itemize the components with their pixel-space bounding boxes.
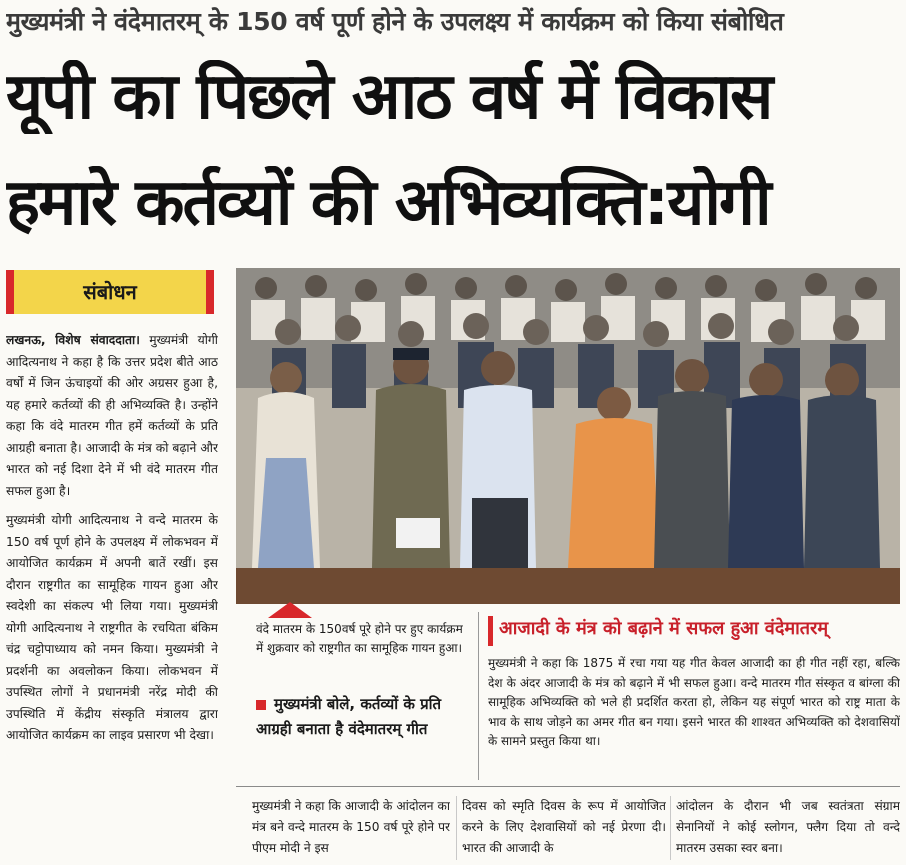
bottom-column-separator-2 (670, 796, 671, 860)
bottom-column-separator-1 (456, 796, 457, 860)
bottom-column-1: मुख्यमंत्री ने कहा कि आजादी के आंदोलन का मंत्र बने वन्दे मातरम के 150 वर्ष पूरे होने पर पीएम मोदी ने इस (252, 799, 450, 855)
caption-pointer (268, 602, 312, 618)
column-divider (478, 612, 479, 780)
horizontal-rule (236, 786, 900, 787)
section-label (6, 270, 214, 314)
paragraph-1-text: मुख्यमंत्री योगी आदित्यनाथ ने कहा है कि उत्तर प्रदेश बीते आठ वर्षों में जिन ऊंचाइयों की ओर अग्रसर हुआ है, यह हमारे कर्तव्यों की ही अभिव्यक्ति है। उन्होंने कहा कि वंदे मातरम गीत हमें कर्तव्यों के प्रति आग्रही बनाता है। आजादी के मंत्र को बढ़ाने और भारत को नई दिशा देने में भी वंदे मातरम गीत सफल हुआ है। (6, 333, 218, 498)
bottom-column-2: दिवस को स्मृति दिवस के रूप में आयोजित करने के लिए देशवासियों को नई प्रेरणा दी। भारत की आजादी के (462, 799, 666, 855)
photo-caption: वंदे मातरम के 150वर्ष पूरे होने पर हुए कार्यक्रम में शुक्रवार को राष्ट्रगीत का सामूहिक गायन हुआ। (256, 622, 463, 655)
sub-story-body: मुख्यमंत्री ने कहा कि 1875 में रचा गया यह गीत केवल आजादी का ही गीत नहीं रहा, बल्कि देश के अंदर आजादी के मंत्र को बढ़ाने में भी सफल हुआ। वन्दे मातरम गीत संस्कृत व बांग्ला की सामूहिक अभिव्यक्ति को भले ही प्रदर्शित करता हो, लेकिन यह संपूर्ण भारत को राष्ट्र माता के भाव के साथ जोड़ने का अमर गीत बन गया। इसने भारत की शाश्वत अभिव्यक्ति को देशवासियों के सामने प्रस्तुत किया था। (488, 656, 900, 748)
dateline: लखनऊ, विशेष संवाददाता। (6, 333, 140, 347)
sub-story-heading: आजादी के मंत्र को बढ़ाने में सफल हुआ वंदेमातरम् (488, 616, 900, 646)
article-paragraph-1 (6, 330, 218, 502)
pull-quote-text: मुख्यमंत्री बोले, कर्तव्यों के प्रति आग्रही बनाता है वंदेमातरम् गीत (256, 695, 442, 738)
section-label-text: संबोधन (83, 280, 137, 304)
event-photo-illustration (236, 268, 900, 604)
kicker-line: मुख्यमंत्री ने वंदेमातरम् के 150 वर्ष पूर्ण होने के उपलक्ष्य में कार्यक्रम को किया संबोधित (6, 7, 784, 36)
headline-line-1: यूपी का पिछले आठ वर्ष में विकास (6, 60, 772, 134)
bottom-column-3: आंदोलन के दौरान भी जब स्वतंत्रता संग्राम सेनानियों ने कोई स्लोगन, फ्लैग दिया तो वन्दे मातरम उसका स्वर बना। (676, 799, 900, 855)
red-square-bullet (256, 700, 266, 710)
article-paragraph-2: मुख्यमंत्री योगी आदित्यनाथ ने वन्दे मातरम के 150 वर्ष पूर्ण होने के उपलक्ष्य में लोकभवन में आयोजित कार्यक्रम में अपनी बातें रखीं। इस दौरान राष्ट्रगीत का सामूहिक गायन हुआ और स्वदेशी का संकल्प भी लिया गया। मुख्यमंत्री योगी आदित्यनाथ ने राष्ट्रगीत के रचयिता बंकिम चंद्र चट्टोपाध्याय को नमन किया। मुख्यमंत्री ने प्रदर्शनी का अवलोकन किया। लोकभवन में उपस्थित लोगों ने प्रधानमंत्री नरेंद्र मोदी की उपस्थिति में केंद्रीय संस्कृति मंत्रालय द्वारा आयोजित कार्यक्रम का लाइव प्रसारण भी देखा। (6, 513, 218, 742)
pull-quote (256, 692, 466, 772)
event-photo (236, 268, 900, 604)
headline-line-2: हमारे कर्तव्यों की अभिव्यक्ति:योगी (6, 166, 770, 240)
left-article-column (6, 330, 218, 860)
